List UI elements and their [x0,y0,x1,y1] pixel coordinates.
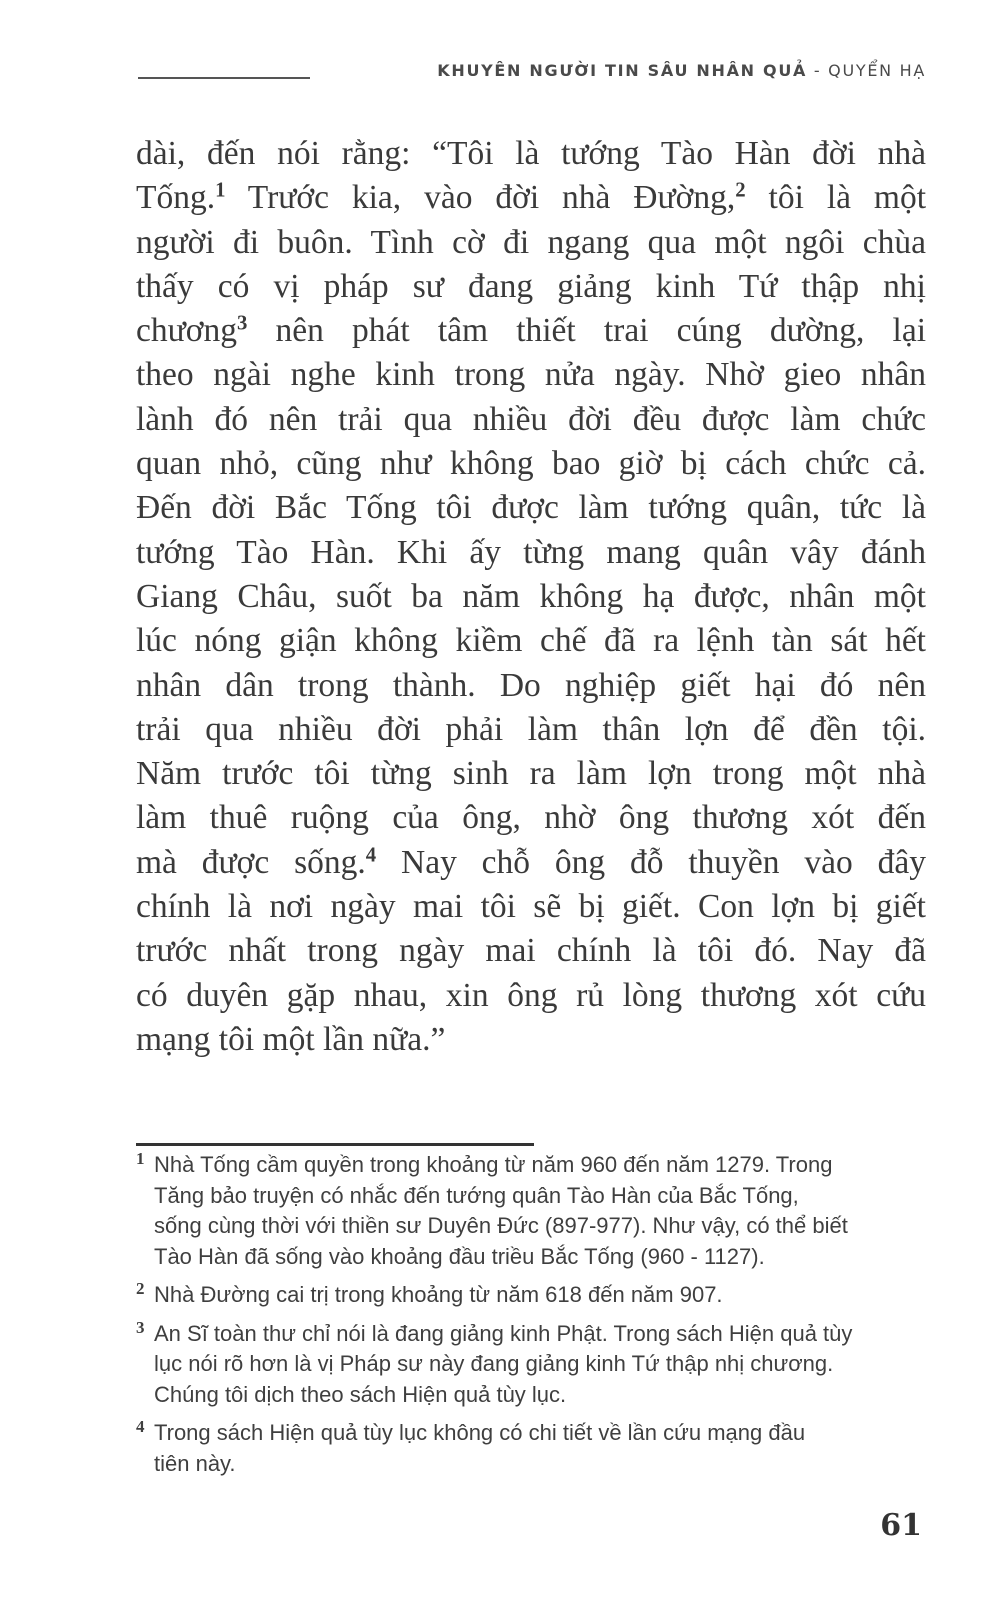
text-run: nhân dân trong thành. Do nghiệp giết hại đó nên [136,666,926,704]
text-run: Trước kia, vào đời nhà Đường, [225,179,736,217]
text-run: lúc nóng giận không kiềm chế đã ra lệnh tàn sát hết [136,622,926,660]
footnote-ref: 1 [215,178,226,202]
text-line [136,486,926,530]
footnote-3 [136,1319,928,1411]
text-line [136,796,926,840]
text-line [136,1018,926,1062]
text-line [136,619,926,663]
volume-label: QUYỂN HẠ [828,61,926,80]
footnote-line: tiên này. [154,1450,236,1476]
text-line [136,353,926,397]
text-run: Giang Châu, suốt ba năm không hạ được, nhân một [136,577,926,615]
text-line [136,132,926,176]
footnote-2 [136,1280,928,1311]
text-run: chính là nơi ngày mai tôi sẽ bị giết. Con lợn bị giết [136,888,926,926]
text-run: dài, đến nói rằng: “Tôi là tướng Tào Hàn đời nhà [136,135,926,172]
text-line [136,531,926,575]
text-run: Đến đời Bắc Tống tôi được làm tướng quân, tức là [136,489,926,527]
text-run: lành đó nên trải qua nhiều đời đều được làm chức [136,400,926,438]
text-line [136,575,926,619]
book-title: KHUYÊN NGƯỜI TIN SÂU NHÂN QUẢ [437,61,808,80]
text-line [136,265,926,309]
text-run: làm thuê ruộng của ông, nhờ ông thương xót đến [136,799,926,837]
header-rule [138,77,310,79]
text-line [136,176,926,220]
main-text [136,132,926,1062]
footnote-line: Chúng tôi dịch theo sách Hiện quả tùy lục. [154,1381,567,1407]
text-run: tôi là một [745,179,927,217]
text-run: quan nhỏ, cũng như không bao giờ bị cách chức cả. [136,445,926,483]
text-line [136,442,926,486]
text-line [136,752,926,796]
text-line [136,974,926,1018]
footnote-line: sống cùng thời với thiền sư Duyên Đức (897-977). Như vậy, có thể biết [154,1213,848,1238]
text-line [136,929,926,973]
text-run: nên phát tâm thiết trai cúng dường, lại [247,312,926,350]
text-run: người đi buôn. Tình cờ đi ngang qua một ngôi chùa [136,223,926,261]
footnote-rule [136,1143,534,1146]
text-run: chương [136,312,237,350]
text-line [136,708,926,752]
footnote-ref: 3 [237,311,248,335]
footnote-line: An Sĩ toàn thư chỉ nói là đang giảng kinh Phật. Trong sách Hiện quả tùy [154,1320,853,1346]
text-line [136,309,926,353]
footnote-line: Tăng bảo truyện có nhắc đến tướng quân Tào Hàn của Bắc Tống, [154,1182,799,1208]
text-run: theo ngài nghe kinh trong nửa ngày. Nhờ gieo nhân [136,356,926,394]
header-text [437,61,926,80]
text-line [136,885,926,929]
footnote-number: 1 [136,1149,145,1168]
footnote-ref: 4 [365,843,377,867]
text-run: mạng tôi một lần nữa.” [136,1020,446,1058]
footnote-line: Tào Hàn đã sống vào khoảng đầu triều Bắc Tống (960 - 1127). [154,1243,765,1269]
footnote-1 [136,1150,928,1272]
footnote-line: Nhà Tống cầm quyền trong khoảng từ năm 960 đến năm 1279. Trong [154,1152,833,1177]
header-separator: - [807,61,829,80]
text-line [136,664,926,708]
text-run: Năm trước tôi từng sinh ra làm lợn trong một nhà [136,755,926,793]
footnote-line: Nhà Đường cai trị trong khoảng từ năm 618 đến năm 907. [154,1282,723,1307]
text-run: có duyên gặp nhau, xin ông rủ lòng thương xót cứu [136,976,926,1014]
footnote-ref: 2 [735,178,746,202]
text-run: trước nhất trong ngày mai chính là tôi đó. Nay đã [136,932,926,970]
text-run: Nay chỗ ông đỗ thuyền vào đây [376,843,926,881]
text-line [136,841,926,885]
footnotes [136,1150,928,1487]
footnote-number: 4 [136,1417,145,1436]
text-line [136,398,926,442]
text-run: Tống. [136,179,216,217]
text-run: thấy có vị pháp sư đang giảng kinh Tứ thập nhị [136,267,926,305]
text-run: tướng Tào Hàn. Khi ấy từng mang quân vây đánh [136,533,926,571]
footnote-line: lục nói rõ hơn là vị Pháp sư này đang giảng kinh Tứ thập nhị chương. [154,1351,834,1376]
text-run: mà được sống. [136,843,366,881]
footnote-number: 2 [136,1279,145,1298]
footnote-4 [136,1418,928,1479]
running-header [138,58,938,88]
text-line [136,221,926,265]
footnote-number: 3 [136,1317,145,1337]
text-run: trải qua nhiều đời phải làm thân lợn để đền tội. [136,710,926,748]
page-number: 61 [880,1508,922,1543]
footnote-line: Trong sách Hiện quả tùy lục không có chi tiết về lần cứu mạng đầu [154,1420,806,1445]
